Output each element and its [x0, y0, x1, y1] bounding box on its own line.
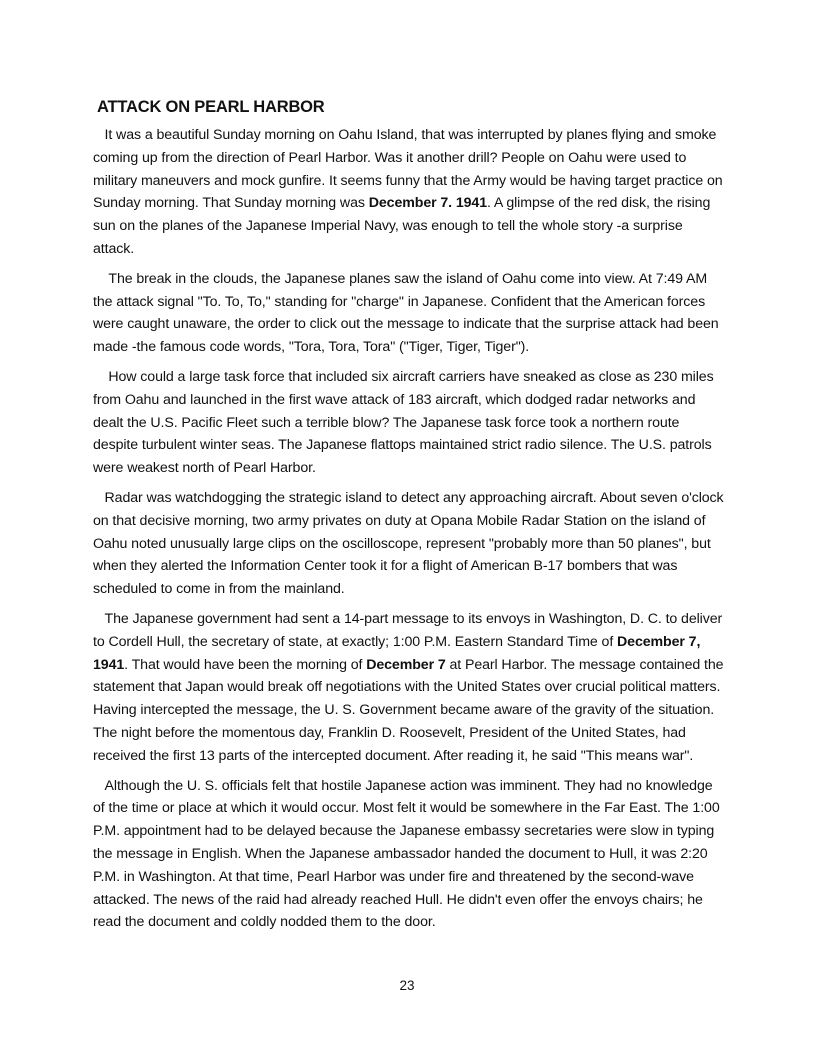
paragraph-6: Although the U. S. officials felt that hostile Japanese action was imminent. They had no knowledge of the time or place at which it would occur. Most felt it would be somewhere in the Far East. The 1:00 P.M. appointment had to be delayed because the Japanese embassy secretaries were slow in typing the message in English. When the Japanese ambassador handed the document to Hull, it was 2:20 P.M. in Washington. At that time, Pearl Harbor was under fire and threatened by the second-wave attacked. The news of the raid had already reached Hull. He didn't even offer the envoys chairs; he read the document and coldly nodded them to the door.: [93, 777, 724, 931]
paragraph-5-text-a: The Japanese government had sent a 14-part message to its envoys in Washington, D. C. to deliver to Cordell Hull, the secretary of state, at exactly; 1:00 P.M. Eastern Standard Time of: [93, 610, 726, 650]
paragraph-4: Radar was watchdogging the strategic island to detect any approaching aircraft. About seven o'clock on that decisive morning, two army privates on duty at Opana Mobile Radar Station on the island of Oahu noted unusually large clips on the oscilloscope, represent "probably more than 50 planes", but when they alerted the Information Center took it for a flight of American B-17 bombers that was scheduled to come in from the mainland.: [93, 489, 728, 598]
paragraph-1-date: December 7. 1941: [368, 195, 488, 212]
document-page: [93, 96, 728, 941]
paragraph-1: [93, 124, 725, 261]
paragraph-1-text-a: It was a beautiful Sunday morning on Oahu Island, that was interrupted by planes flying and smoke coming up from the direction of Pearl Harbor. Was it another drill? People on Oahu were used to military maneuvers and mock gunfire. It seems funny that the Army would be having target practice on Sunday morning. That Sunday morning was: [93, 127, 727, 212]
paragraph-5-text-e: at Pearl Harbor. The message contained the statement that Japan would break off negotiations with the United States over crucial political matters. Having intercepted the message, the U. S. Government became aware of the gravity of the situation. The night before the momentous day, Franklin D. Roosevelt, President of the United States, had received the first 13 parts of the intercepted document. After reading it, he said "This means war".: [93, 656, 728, 764]
paragraph-5-date-full: December 7, 1941: [93, 633, 705, 673]
page-title: ATTACK ON PEARL HARBOR: [97, 98, 325, 116]
paragraph-5: [93, 608, 728, 768]
paragraph-3: How could a large task force that included six aircraft carriers have sneaked as close as 230 miles from Oahu and launched in the first wave attack of 183 aircraft, which dodged radar networks and dealt the U.S. Pacific Fleet such a terrible blow? The Japanese task force took a northern route despite turbulent winter seas. The Japanese flattops maintained strict radio silence. The U.S. patrols were weakest north of Pearl Harbor.: [93, 368, 718, 477]
paragraph-5-date-short: December 7: [366, 656, 446, 673]
paragraph-1-text-c: . A glimpse of the red disk, the rising sun on the planes of the Japanese Imperial Navy, was enough to tell the whole story -a surprise attack.: [93, 195, 715, 257]
paragraph-2: The break in the clouds, the Japanese planes saw the island of Oahu come into view. At 7:49 AM the attack signal "To. To, To," standing for "charge" in Japanese. Confident that the American forces were caught unaware, the order to click out the message to indicate that the surprise attack had been made -the famous code words, "Tora, Tora, Tora" ("Tiger, Tiger, Tiger").: [93, 270, 723, 356]
paragraph-5-text-c: . That would have been the morning of: [124, 656, 367, 673]
page-number: 23: [399, 978, 415, 993]
